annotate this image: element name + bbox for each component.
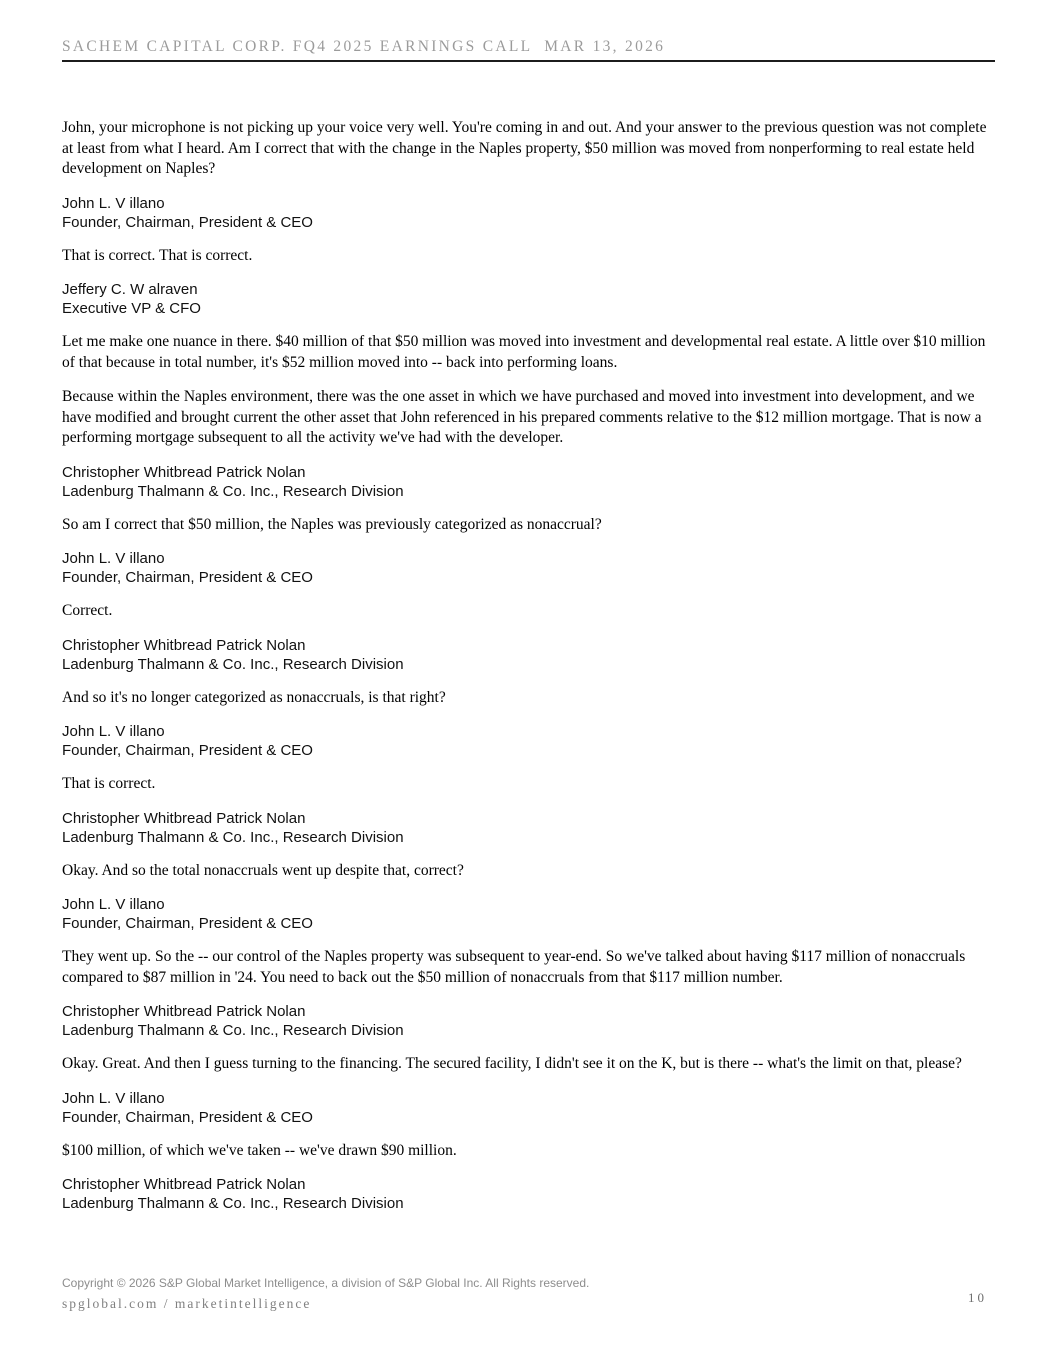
- speaker-title: Executive VP & CFO: [62, 300, 201, 317]
- dialogue-paragraph: Okay. Great. And then I guess turning to the financing. The secured facility, I didn't see it on the K, but is there -- what's the limit on that, please?: [62, 1055, 962, 1072]
- speaker-block: [62, 636, 995, 674]
- page-footer: [62, 1276, 995, 1312]
- speaker-name: John L. V illano: [62, 194, 165, 212]
- speaker-block: [62, 194, 995, 232]
- speaker-turn: [62, 636, 995, 709]
- speaker-name: John L. V illano: [62, 896, 165, 913]
- speaker-title: Founder, Chairman, President & CEO: [62, 569, 313, 586]
- speaker-turn: [62, 722, 995, 795]
- dialogue-paragraph: And so it's no longer categorized as nonaccruals, is that right?: [62, 688, 446, 706]
- speaker-turn: [62, 280, 995, 449]
- speaker-block: [62, 1175, 995, 1213]
- speaker-turn: [62, 809, 995, 882]
- speaker-paragraphs: [62, 515, 995, 536]
- dialogue-paragraph: Because within the Naples environment, there was the one asset in which we have purchased and moved into investment into development, and we have modified and brought current the other asset that John referenced in his prepared comments relative to the $12 million mortgage. That is now a performing mortgage subsequent to all the activity we've had with the developer.: [62, 388, 982, 446]
- speaker-block: [62, 722, 995, 760]
- speaker-title: Ladenburg Thalmann & Co. Inc., Research Division: [62, 828, 404, 846]
- page-number: 10: [968, 1290, 987, 1305]
- speaker-title: Founder, Chairman, President & CEO: [62, 1108, 313, 1126]
- speaker-title: Founder, Chairman, President & CEO: [62, 742, 313, 759]
- speaker-block: [62, 549, 995, 587]
- speaker-turn: [62, 1089, 995, 1162]
- speaker-name: Jeffery C. W alraven: [62, 281, 198, 298]
- dialogue-paragraph: $100 million, of which we've taken -- we've drawn $90 million.: [62, 1141, 457, 1159]
- speaker-paragraphs: [62, 332, 995, 449]
- speaker-title: Founder, Chairman, President & CEO: [62, 213, 313, 231]
- speaker-turn: [62, 1002, 995, 1075]
- speaker-block: [62, 280, 995, 318]
- speaker-name: John L. V illano: [62, 550, 165, 567]
- speaker-title: Ladenburg Thalmann & Co. Inc., Research Division: [62, 1022, 404, 1039]
- header-rule: [62, 60, 995, 62]
- speaker-paragraphs: [62, 246, 995, 267]
- dialogue-paragraph: Okay. And so the total nonaccruals went up despite that, correct?: [62, 861, 464, 879]
- dialogue-paragraph: So am I correct that $50 million, the Naples was previously categorized as nonaccrual?: [62, 515, 602, 533]
- speaker-block: [62, 1089, 995, 1127]
- page-header-title: SACHEM CAPITAL CORP. FQ4 2025 EARNINGS CALL MAR 13, 2026: [62, 38, 666, 55]
- speaker-block: [62, 1002, 995, 1040]
- speaker-paragraphs: [62, 1141, 995, 1162]
- speaker-paragraphs: [62, 688, 995, 709]
- speaker-turn: [62, 1175, 995, 1213]
- speaker-turn: [62, 194, 995, 267]
- speaker-name: John L. V illano: [62, 723, 165, 740]
- speaker-name: Christopher Whitbread Patrick Nolan: [62, 1003, 306, 1020]
- transcript-body: [62, 118, 995, 1227]
- dialogue-paragraph: Correct.: [62, 602, 113, 619]
- speaker-title: Ladenburg Thalmann & Co. Inc., Research Division: [62, 655, 404, 673]
- speaker-name: John L. V illano: [62, 1089, 165, 1107]
- speaker-turns: [62, 194, 995, 1214]
- dialogue-paragraph: That is correct. That is correct.: [62, 246, 253, 264]
- dialogue-paragraph: Let me make one nuance in there. $40 million of that $50 million was moved into investment and developmental real estate. A little over $10 million of that because in total number, it's $52 million moved into -- back into performing loans.: [62, 333, 986, 371]
- speaker-paragraphs: [62, 1054, 995, 1075]
- speaker-block: [62, 809, 995, 847]
- speaker-name: Christopher Whitbread Patrick Nolan: [62, 809, 306, 827]
- speaker-name: Christopher Whitbread Patrick Nolan: [62, 463, 306, 481]
- speaker-turn: [62, 463, 995, 536]
- speaker-turn: [62, 895, 995, 988]
- dialogue-paragraph: John, your microphone is not picking up your voice very well. You're coming in and out. And your answer to the previous question was not complete at least from what I heard. Am I correct that with the change in the Naples property, $50 million was moved from nonperforming to real estate held development on Naples?: [62, 119, 987, 177]
- footer-copyright: Copyright © 2026 S&P Global Market Intelligence, a division of S&P Global Inc. All Rights reserved.: [62, 1276, 590, 1290]
- page-header: [62, 38, 995, 62]
- speaker-title: Ladenburg Thalmann & Co. Inc., Research Division: [62, 1195, 404, 1212]
- dialogue-paragraph: That is correct.: [62, 775, 156, 792]
- speaker-paragraphs: [62, 861, 995, 882]
- speaker-title: Founder, Chairman, President & CEO: [62, 915, 313, 932]
- speaker-block: [62, 463, 995, 501]
- speaker-name: Christopher Whitbread Patrick Nolan: [62, 1176, 306, 1193]
- speaker-title: Ladenburg Thalmann & Co. Inc., Research Division: [62, 482, 404, 500]
- speaker-block: [62, 895, 995, 933]
- speaker-name: Christopher Whitbread Patrick Nolan: [62, 636, 306, 654]
- speaker-paragraphs: [62, 774, 995, 795]
- footer-site-url: spglobal.com / marketintelligence: [62, 1296, 312, 1311]
- speaker-turn: [62, 549, 995, 622]
- dialogue-paragraph: They went up. So the -- our control of the Naples property was subsequent to year-end. So we've talked about having $117 million of nonaccruals compared to $87 million in '24. You need to back out the $50 million of nonaccruals from that $117 million number.: [62, 948, 966, 986]
- speaker-paragraphs: [62, 601, 995, 622]
- speaker-paragraphs: [62, 947, 995, 988]
